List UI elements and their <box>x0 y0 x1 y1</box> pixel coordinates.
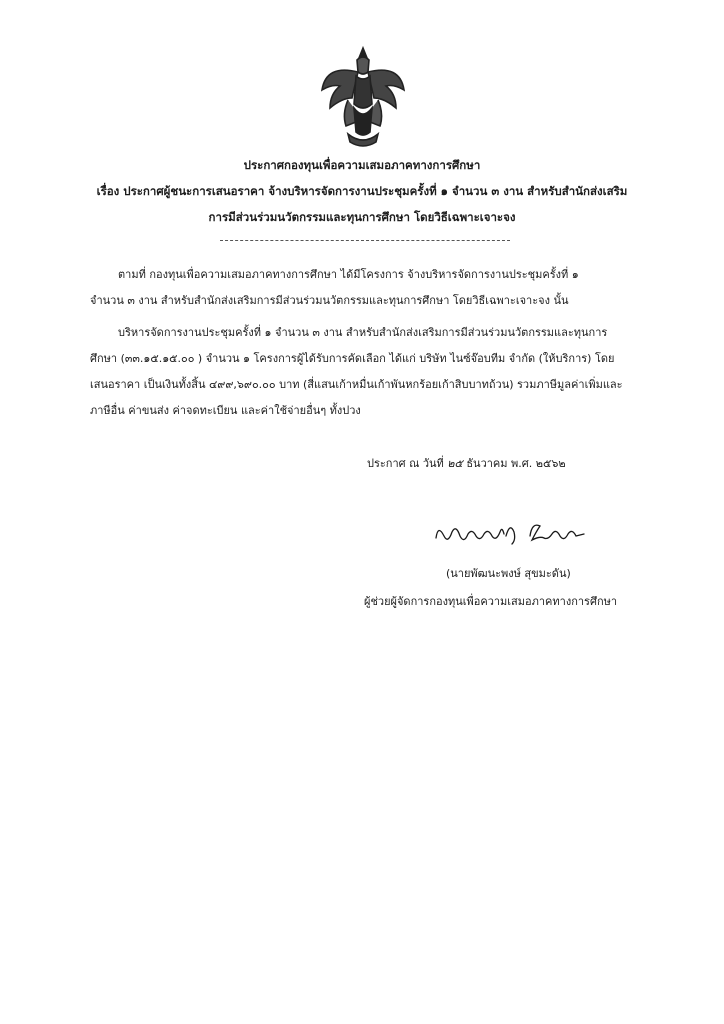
signer-title: ผู้ช่วยผู้จัดการกองทุนเพื่อความเสมอภาคทางการศึกษา <box>364 595 618 608</box>
date-prefix: ประกาศ ณ วันที่ <box>367 457 444 470</box>
body-line: จำนวน ๓ งาน สำหรับสำนักส่งเสริมการมีส่วนร่วมนวัตกรรมและทุนการศึกษา โดยวิธีเฉพาะเจาะจง นั้น <box>90 294 569 307</box>
date-month-year: ธันวาคม พ.ศ. ๒๕๖๒ <box>466 457 566 470</box>
title-divider <box>220 240 510 241</box>
announcement-date <box>367 454 566 472</box>
body-line: ตามที่ กองทุนเพื่อความเสมอภาคทางการศึกษา ได้มีโครงการ จ้างบริหารจัดการงานประชุมครั้งที่ ๑ <box>118 268 579 281</box>
announcement-subject: เรื่อง ประกาศผู้ชนะการเสนอราคา จ้างบริหารจัดการงานประชุมครั้งที่ ๑ จำนวน ๓ งาน สำหรับสำนักส่งเสริม <box>96 184 628 198</box>
garuda-emblem-icon <box>318 42 408 152</box>
date-day-handwritten: ๒๕ <box>447 457 463 470</box>
announcement-subject-continued: การมีส่วนร่วมนวัตกรรมและทุนการศึกษา โดยวิธีเฉพาะเจาะจง <box>208 210 516 224</box>
signer-name: (นายพัฒนะพงษ์ สุขมะดัน) <box>446 567 571 580</box>
handwritten-signature <box>432 514 592 548</box>
body-line: บริหารจัดการงานประชุมครั้งที่ ๑ จำนวน ๓ งาน สำหรับสำนักส่งเสริมการมีส่วนร่วมนวัตกรรมและทุนการ <box>118 326 608 339</box>
body-line: เสนอราคา เป็นเงินทั้งสิ้น ๔๙๙,๖๙๐.๐๐ บาท (สี่แสนเก้าหมื่นเก้าพันหกร้อยเก้าสิบบาทถ้วน) รวมภาษีมูลค่าเพิ่มและ <box>90 378 623 391</box>
body-line: ศึกษา (๓๓.๑๕.๑๕.๐๐ ) จำนวน ๑ โครงการผู้ได้รับการคัดเลือก ได้แก่ บริษัท ไนซ์จ๊อบทีม จำกัด (ให้บริการ) โดย <box>90 352 615 365</box>
body-line: ภาษีอื่น ค่าขนส่ง ค่าจดทะเบียน และค่าใช้จ่ายอื่นๆ ทั้งปวง <box>90 404 361 417</box>
announcement-title: ประกาศกองทุนเพื่อความเสมอภาคทางการศึกษา <box>243 158 481 172</box>
